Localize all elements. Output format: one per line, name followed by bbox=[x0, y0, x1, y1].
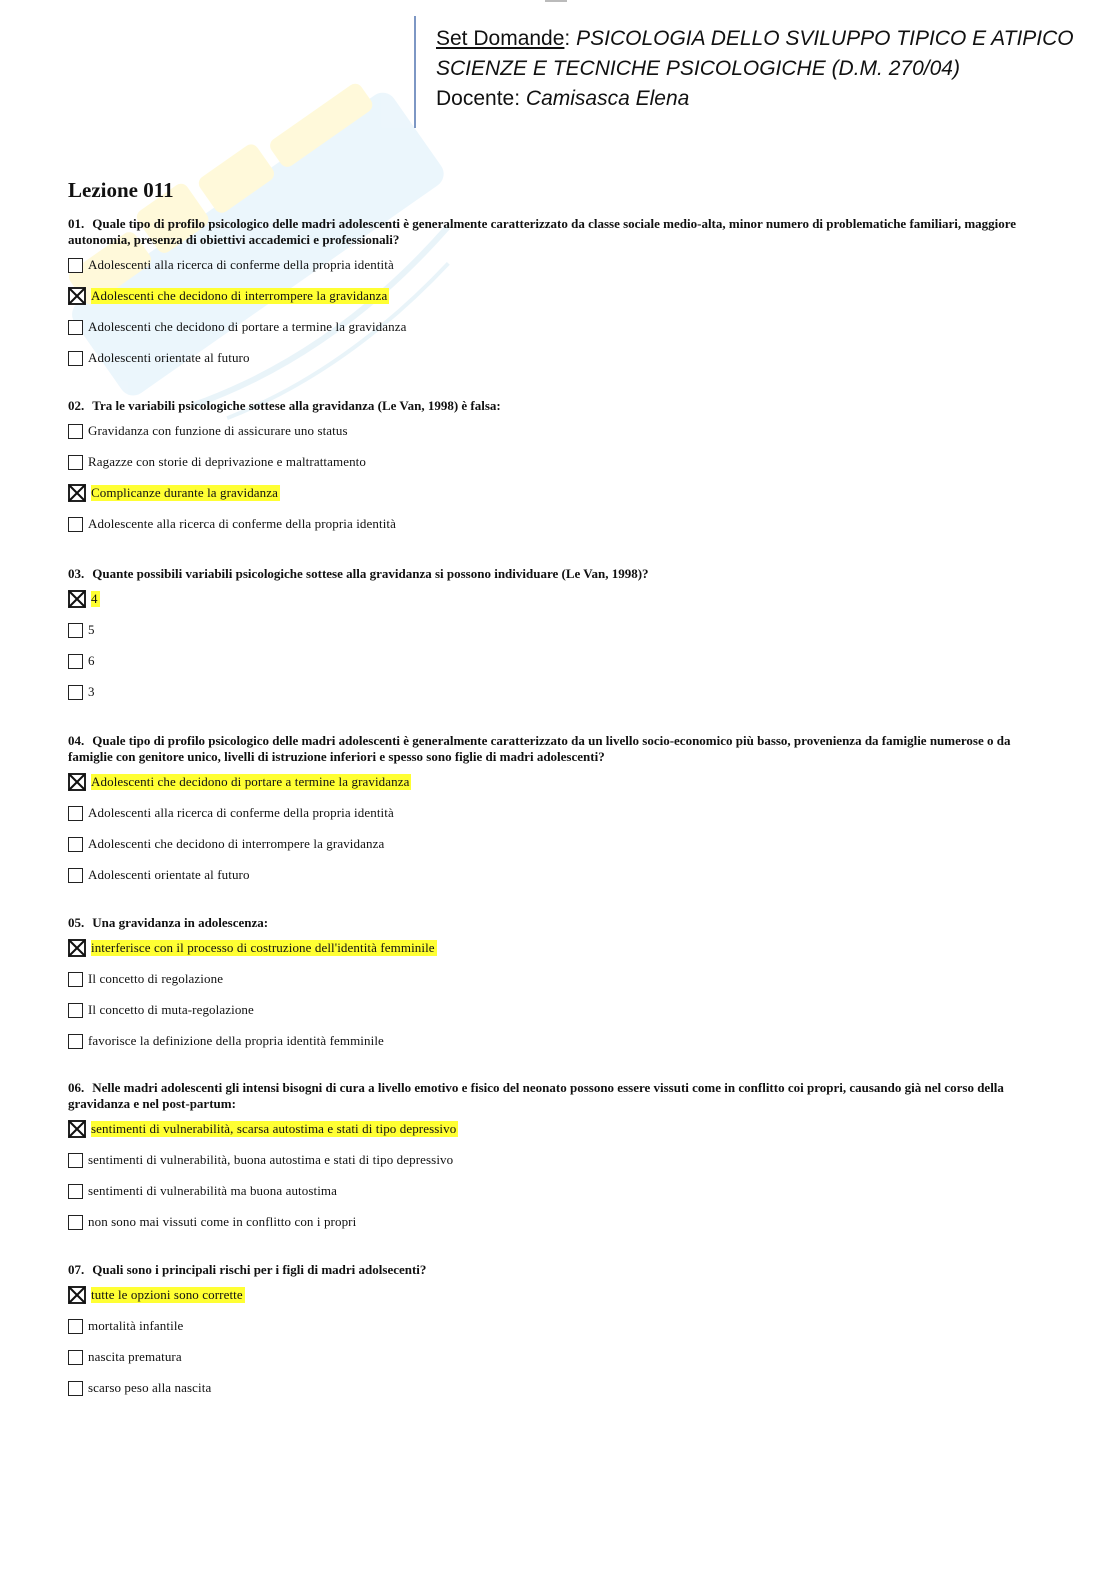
checkbox-icon[interactable] bbox=[68, 1319, 83, 1334]
answer-text: sentimenti di vulnerabilità ma buona autostima bbox=[88, 1183, 338, 1198]
checkbox-icon[interactable] bbox=[68, 351, 83, 366]
page-top-mark bbox=[545, 0, 567, 2]
question-text bbox=[68, 733, 1043, 765]
checkbox-icon[interactable] bbox=[68, 806, 83, 821]
answer-option[interactable] bbox=[68, 454, 1043, 485]
question-7 bbox=[68, 1262, 1043, 1411]
answer-text: Adolescenti che decidono di portare a termine la gravidanza bbox=[88, 319, 407, 334]
answer-text: Adolescenti orientate al futuro bbox=[88, 350, 250, 365]
checkbox-icon[interactable] bbox=[68, 455, 83, 470]
answer-option[interactable] bbox=[68, 867, 1043, 898]
question-text bbox=[68, 566, 1043, 582]
answer-list bbox=[68, 257, 1043, 381]
answer-option[interactable] bbox=[68, 423, 1043, 454]
answer-text: Complicanze durante la gravidanza bbox=[91, 485, 279, 500]
answer-option[interactable] bbox=[68, 1121, 1043, 1152]
checkbox-icon[interactable] bbox=[68, 868, 83, 883]
question-6 bbox=[68, 1080, 1043, 1245]
answer-option[interactable] bbox=[68, 319, 1043, 350]
answer-text: Adolescenti che decidono di portare a termine la gravidanza bbox=[91, 774, 410, 789]
question-prompt: Quante possibili variabili psicologiche sottese alla gravidanza si possono individuare (Le Van, 1998)? bbox=[92, 566, 649, 581]
answer-option[interactable] bbox=[68, 684, 1043, 715]
answer-list bbox=[68, 774, 1043, 898]
set-label: Set Domande bbox=[436, 27, 565, 50]
question-prompt: Quale tipo di profilo psicologico delle madri adolescenti è generalmente caratterizzato da classe sociale medio-alta, minor numero di problematiche familiari, maggiore autonomia, presenza di obiettivi accademici e professionali? bbox=[68, 216, 1017, 247]
answer-text: Gravidanza con funzione di assicurare uno status bbox=[88, 423, 348, 438]
course-name: PSICOLOGIA DELLO SVILUPPO TIPICO E ATIPICO bbox=[576, 27, 1074, 50]
question-5 bbox=[68, 915, 1043, 1064]
checkbox-icon[interactable] bbox=[68, 1153, 83, 1168]
answer-text: sentimenti di vulnerabilità, buona autostima e stati di tipo depressivo bbox=[88, 1152, 454, 1167]
question-4 bbox=[68, 733, 1043, 898]
answer-option[interactable] bbox=[68, 622, 1043, 653]
checked-checkbox-icon[interactable] bbox=[68, 1286, 86, 1304]
checkbox-icon[interactable] bbox=[68, 517, 83, 532]
answer-list bbox=[68, 1121, 1043, 1245]
answer-option[interactable] bbox=[68, 940, 1043, 971]
lesson-title: Lezione 011 bbox=[68, 178, 174, 202]
answer-text: 5 bbox=[88, 622, 95, 637]
answer-text: mortalità infantile bbox=[88, 1318, 184, 1333]
teacher-name: Camisasca Elena bbox=[525, 87, 690, 110]
checked-checkbox-icon[interactable] bbox=[68, 1120, 86, 1138]
teacher-line bbox=[436, 84, 1074, 114]
question-1 bbox=[68, 216, 1043, 381]
question-text bbox=[68, 216, 1043, 248]
question-number: 04. bbox=[68, 733, 85, 748]
answer-text: interferisce con il processo di costruzione dell'identità femminile bbox=[91, 940, 435, 955]
checkbox-icon[interactable] bbox=[68, 837, 83, 852]
answer-text: Il concetto di regolazione bbox=[88, 971, 224, 986]
answer-option[interactable] bbox=[68, 805, 1043, 836]
degree-name: SCIENZE E TECNICHE PSICOLOGICHE (D.M. 270/04) bbox=[436, 57, 960, 80]
answer-option[interactable] bbox=[68, 836, 1043, 867]
teacher-label: Docente: bbox=[436, 87, 521, 110]
answer-list bbox=[68, 423, 1043, 547]
checkbox-icon[interactable] bbox=[68, 1215, 83, 1230]
answer-text: 4 bbox=[91, 591, 98, 606]
answer-option[interactable] bbox=[68, 1380, 1043, 1411]
answer-option[interactable] bbox=[68, 1033, 1043, 1064]
checked-checkbox-icon[interactable] bbox=[68, 773, 86, 791]
answer-option[interactable] bbox=[68, 350, 1043, 381]
answer-option[interactable] bbox=[68, 257, 1043, 288]
answer-option[interactable] bbox=[68, 516, 1043, 547]
question-text bbox=[68, 1080, 1043, 1112]
question-prompt: Tra le variabili psicologiche sottese alla gravidanza (Le Van, 1998) è falsa: bbox=[92, 398, 501, 413]
answer-option[interactable] bbox=[68, 288, 1043, 319]
answer-text: Adolescenti alla ricerca di conferme della propria identità bbox=[88, 805, 394, 820]
checkbox-icon[interactable] bbox=[68, 1381, 83, 1396]
checkbox-icon[interactable] bbox=[68, 320, 83, 335]
question-2 bbox=[68, 398, 1043, 547]
answer-text: scarso peso alla nascita bbox=[88, 1380, 212, 1395]
checkbox-icon[interactable] bbox=[68, 1350, 83, 1365]
answer-text: sentimenti di vulnerabilità, scarsa autostima e stati di tipo depressivo bbox=[91, 1121, 457, 1136]
question-number: 07. bbox=[68, 1262, 85, 1277]
checkbox-icon[interactable] bbox=[68, 424, 83, 439]
checkbox-icon[interactable] bbox=[68, 1184, 83, 1199]
checkbox-icon[interactable] bbox=[68, 1003, 83, 1018]
answer-text: 3 bbox=[88, 684, 95, 699]
set-separator: : bbox=[564, 27, 571, 50]
answer-option[interactable] bbox=[68, 971, 1043, 1002]
set-line bbox=[436, 24, 1074, 54]
question-prompt: Quale tipo di profilo psicologico delle madri adolescenti è generalmente caratterizzato da un livello socio-economico più basso, provenienza da famiglie numerose o da famiglie con genitore unico, livelli di istruzione inferiori e spesso sono figlie di madri adolescenti? bbox=[68, 733, 1011, 764]
answer-text: Il concetto di muta-regolazione bbox=[88, 1002, 254, 1017]
checked-checkbox-icon[interactable] bbox=[68, 287, 86, 305]
answer-option[interactable] bbox=[68, 774, 1043, 805]
question-number: 01. bbox=[68, 216, 85, 231]
answer-option[interactable] bbox=[68, 1002, 1043, 1033]
checkbox-icon[interactable] bbox=[68, 972, 83, 987]
question-prompt: Nelle madri adolescenti gli intensi bisogni di cura a livello emotivo e fisico del neonato possono essere vissuti come in conflitto coi propri, causando già nel corso della gravidanza e nel post-partum: bbox=[68, 1080, 1004, 1111]
answer-option[interactable] bbox=[68, 1214, 1043, 1245]
answer-option[interactable] bbox=[68, 1287, 1043, 1318]
question-number: 05. bbox=[68, 915, 85, 930]
answer-text: Adolescenti orientate al futuro bbox=[88, 867, 250, 882]
answer-list bbox=[68, 1287, 1043, 1411]
checkbox-icon[interactable] bbox=[68, 685, 83, 700]
question-text bbox=[68, 398, 1043, 414]
answer-option[interactable] bbox=[68, 485, 1043, 516]
answer-option[interactable] bbox=[68, 653, 1043, 684]
answer-text: favorisce la definizione della propria identità femminile bbox=[88, 1033, 384, 1048]
question-number: 03. bbox=[68, 566, 85, 581]
header-divider bbox=[414, 16, 416, 128]
answer-option[interactable] bbox=[68, 1152, 1043, 1183]
checked-checkbox-icon[interactable] bbox=[68, 590, 86, 608]
question-prompt: Quali sono i principali rischi per i figli di madri adolsecenti? bbox=[92, 1262, 427, 1277]
answer-text: Adolescente alla ricerca di conferme della propria identità bbox=[88, 516, 396, 531]
checkbox-icon[interactable] bbox=[68, 1034, 83, 1049]
answer-option[interactable] bbox=[68, 1318, 1043, 1349]
answer-text: Adolescenti che decidono di interrompere la gravidanza bbox=[88, 836, 385, 851]
answer-text: non sono mai vissuti come in conflitto con i propri bbox=[88, 1214, 357, 1229]
question-number: 06. bbox=[68, 1080, 85, 1095]
question-number: 02. bbox=[68, 398, 85, 413]
checkbox-icon[interactable] bbox=[68, 623, 83, 638]
question-text bbox=[68, 915, 1043, 931]
answer-option[interactable] bbox=[68, 591, 1043, 622]
answer-text: 6 bbox=[88, 653, 95, 668]
checkbox-icon[interactable] bbox=[68, 654, 83, 669]
answer-text: Adolescenti alla ricerca di conferme della propria identità bbox=[88, 257, 394, 272]
answer-option[interactable] bbox=[68, 1183, 1043, 1214]
question-3 bbox=[68, 566, 1043, 715]
answer-text: nascita prematura bbox=[88, 1349, 182, 1364]
answer-text: Adolescenti che decidono di interrompere la gravidanza bbox=[91, 288, 388, 303]
checked-checkbox-icon[interactable] bbox=[68, 939, 86, 957]
question-prompt: Una gravidanza in adolescenza: bbox=[92, 915, 269, 930]
answer-list bbox=[68, 940, 1043, 1064]
answer-text: Ragazze con storie di deprivazione e maltrattamento bbox=[88, 454, 366, 469]
answer-list bbox=[68, 591, 1043, 715]
answer-text: tutte le opzioni sono corrette bbox=[91, 1287, 243, 1302]
answer-option[interactable] bbox=[68, 1349, 1043, 1380]
document-header bbox=[436, 24, 1074, 114]
checkbox-icon[interactable] bbox=[68, 258, 83, 273]
checked-checkbox-icon[interactable] bbox=[68, 484, 86, 502]
question-text bbox=[68, 1262, 1043, 1278]
